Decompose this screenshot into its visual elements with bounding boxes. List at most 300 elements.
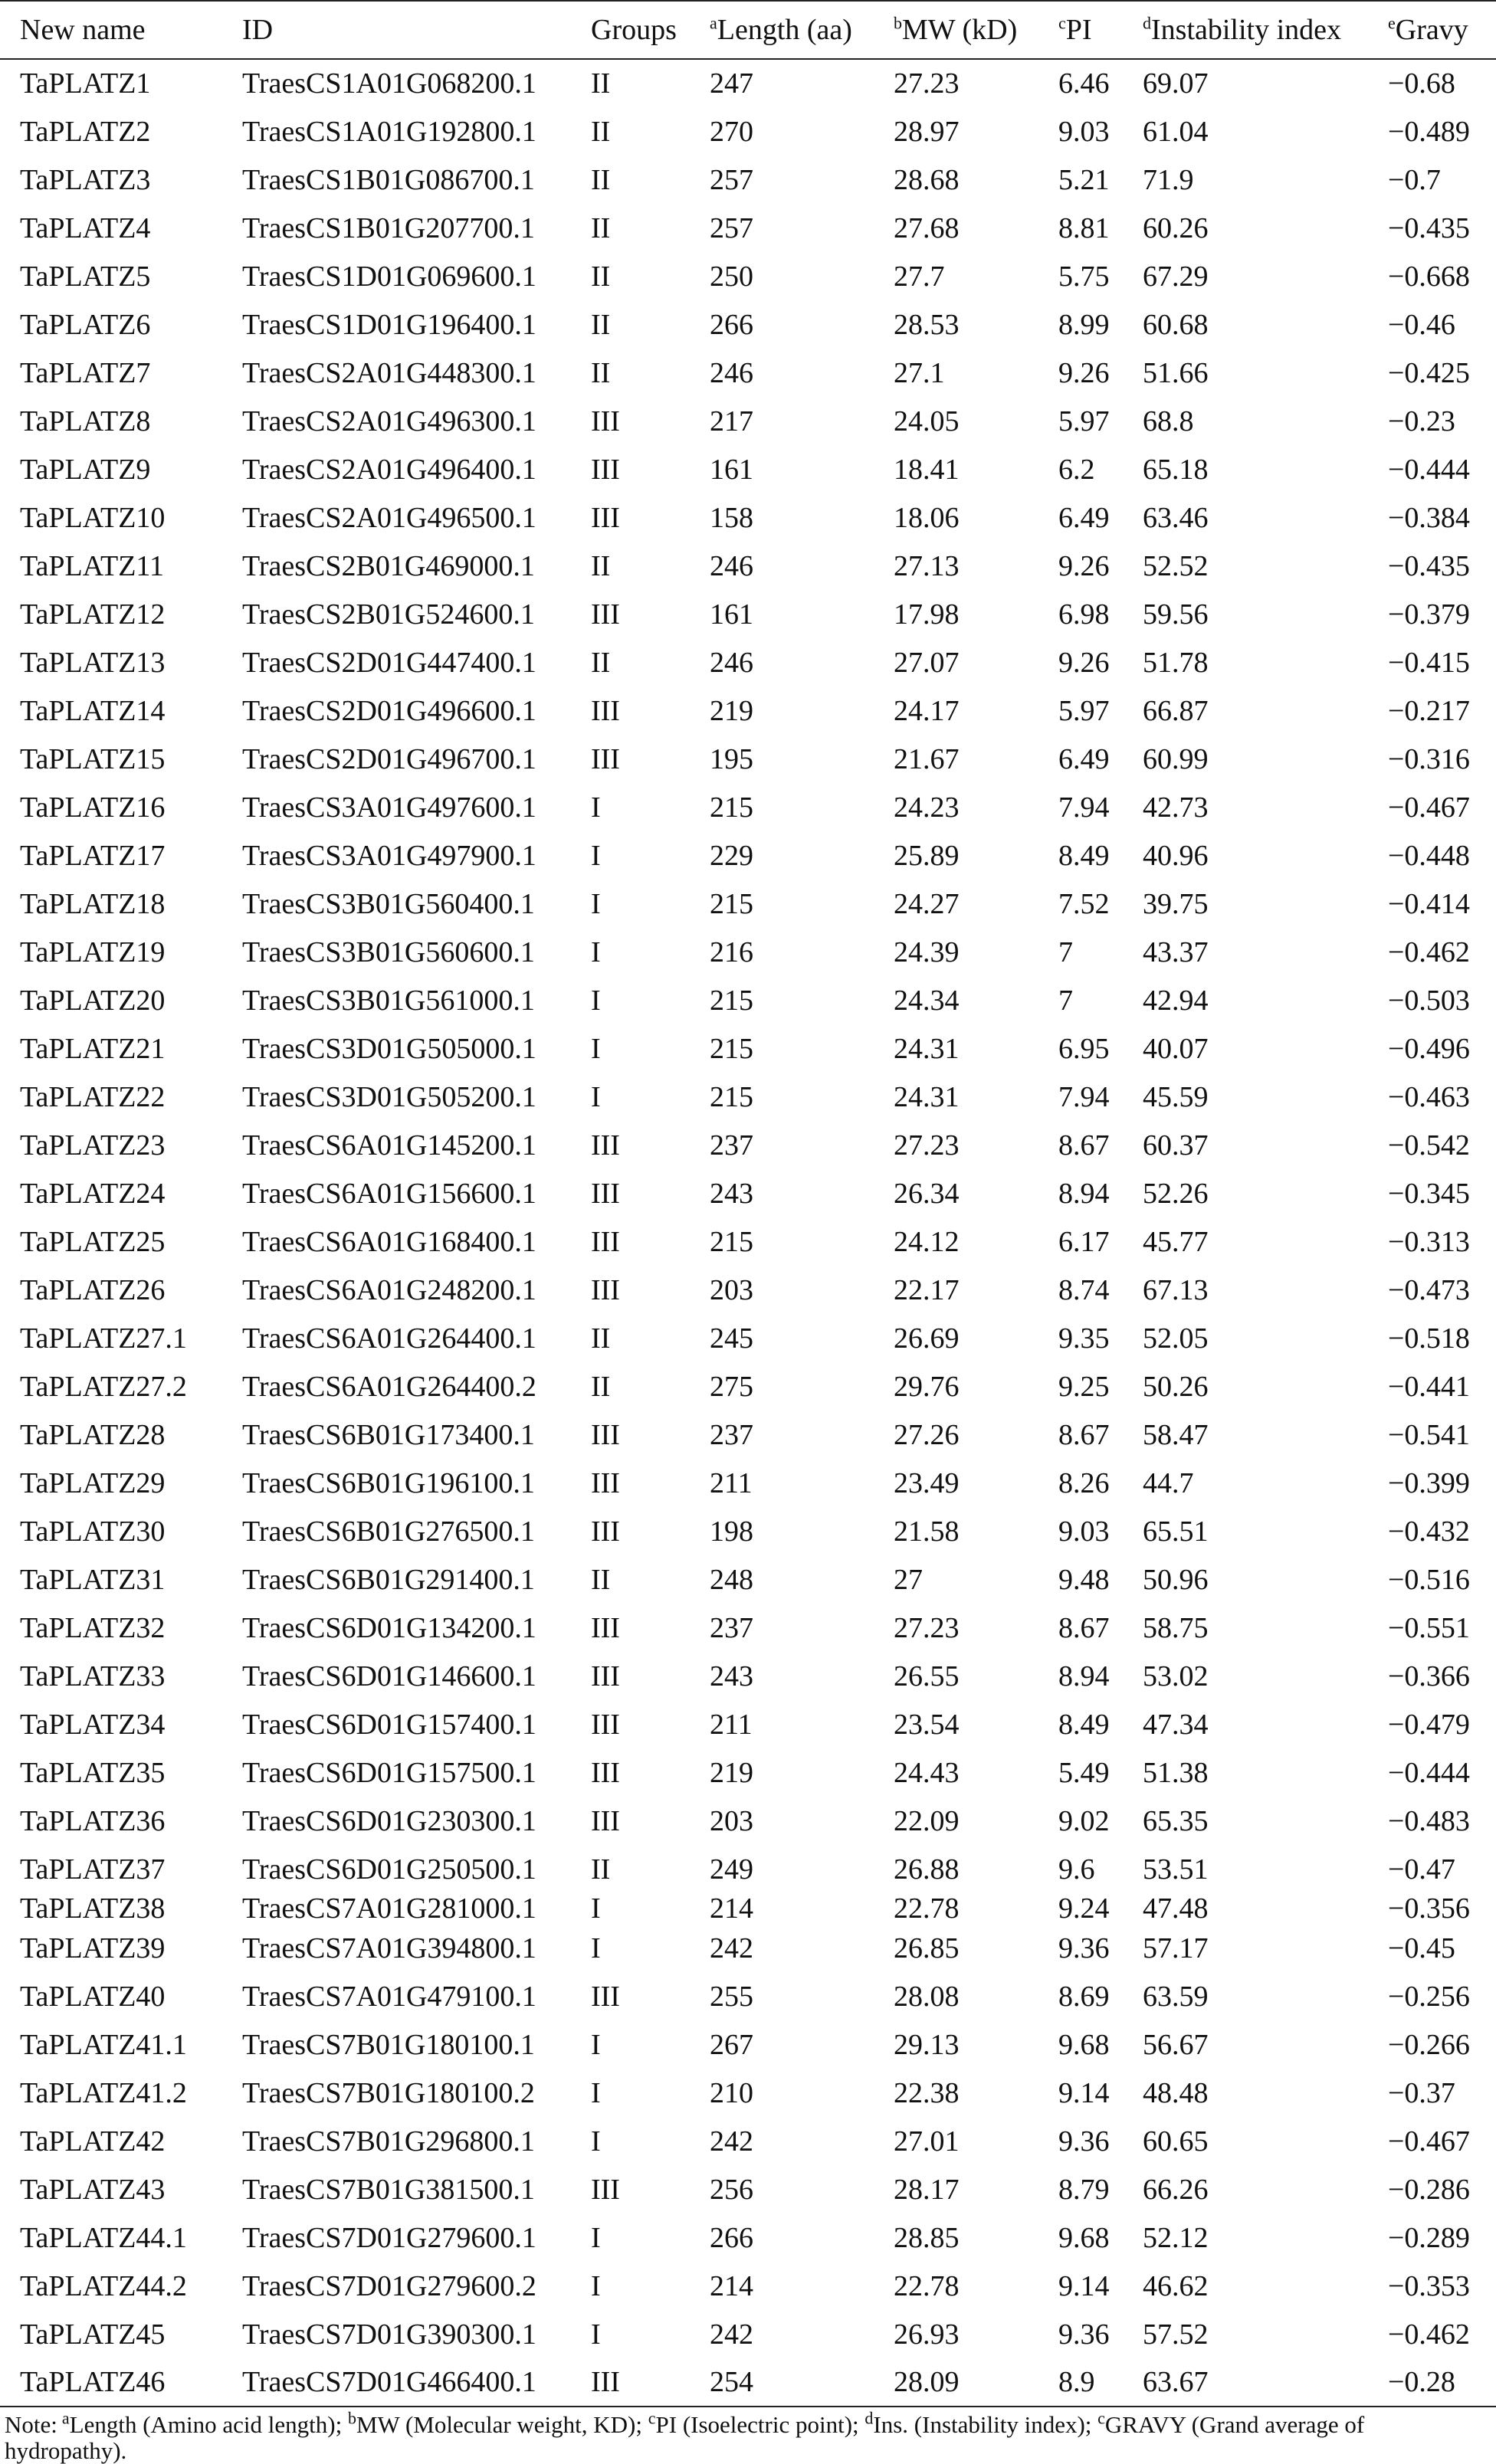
table-body: [0, 59, 1496, 2407]
table-cell: −0.353: [1388, 2269, 1470, 2302]
column-header: [1038, 1, 1123, 59]
footnote-marker: c: [1097, 2408, 1105, 2428]
table-cell: TraesCS6B01G276500.1: [242, 1515, 535, 1548]
table-cell: 50.96: [1143, 1563, 1209, 1596]
table-cell: −0.483: [1388, 1804, 1470, 1837]
table-cell: 6.46: [1058, 67, 1110, 100]
table-cell: 24.31: [894, 1080, 960, 1113]
table-cell: TraesCS3A01G497900.1: [242, 839, 536, 872]
table-cell: 26.34: [894, 1177, 960, 1210]
table-cell: TaPLATZ45: [20, 2318, 166, 2351]
table-row: [0, 2310, 1496, 2358]
table-cell: 8.94: [1058, 1177, 1110, 1210]
table-cell: 46.62: [1143, 2269, 1209, 2302]
table-cell: 7: [1058, 935, 1073, 968]
table-row: [0, 1507, 1496, 1555]
table-cell: −0.441: [1388, 1370, 1470, 1403]
table-cell: I: [591, 2076, 601, 2109]
table-cell: 8.67: [1058, 1129, 1110, 1162]
table-cell: III: [591, 1515, 620, 1548]
table-cell: TraesCS7D01G390300.1: [242, 2318, 536, 2351]
table-cell: 6.95: [1058, 1032, 1110, 1065]
table-cell: −0.467: [1388, 791, 1470, 824]
table-cell: I: [591, 1893, 601, 1924]
table-cell: 58.47: [1143, 1418, 1209, 1451]
table-cell: 67.13: [1143, 1273, 1209, 1306]
table-row: [0, 542, 1496, 590]
table-cell: III: [591, 1980, 620, 2013]
table-cell: 39.75: [1143, 887, 1209, 920]
table-cell: 9.26: [1058, 549, 1110, 582]
column-header-label: PI: [1065, 14, 1092, 46]
table-cell: TaPLATZ37: [20, 1853, 166, 1886]
table-cell: 24.23: [894, 791, 960, 824]
table-cell: 9.35: [1058, 1322, 1110, 1355]
table-cell: TaPLATZ27.2: [20, 1370, 187, 1403]
table-cell: 6.49: [1058, 501, 1110, 534]
table-cell: I: [591, 1932, 601, 1964]
table-cell: 60.68: [1143, 308, 1209, 341]
table-cell: TaPLATZ19: [20, 935, 166, 968]
table-cell: 60.65: [1143, 2125, 1209, 2158]
table-cell: TraesCS1A01G068200.1: [242, 67, 536, 100]
table-cell: −0.47: [1388, 1853, 1455, 1886]
table-row: [0, 1652, 1496, 1700]
table-cell: 43.37: [1143, 935, 1209, 968]
table-cell: III: [591, 1129, 620, 1162]
table-cell: −0.68: [1388, 67, 1455, 100]
table-cell: 215: [710, 984, 753, 1017]
table-cell: TaPLATZ6: [20, 308, 151, 341]
table-cell: TaPLATZ12: [20, 598, 166, 631]
table-cell: 18.41: [894, 453, 960, 486]
table-cell: 27.23: [894, 1611, 960, 1644]
table-cell: 22.17: [894, 1273, 960, 1306]
note-text: PI (Isoelectric point);: [655, 2411, 865, 2438]
table-cell: 161: [710, 598, 753, 631]
table-cell: TraesCS2A01G496400.1: [242, 453, 536, 486]
table-cell: 243: [710, 1177, 753, 1210]
table-cell: TraesCS7B01G180100.2: [242, 2076, 535, 2109]
table-cell: TaPLATZ23: [20, 1129, 166, 1162]
table-cell: TraesCS7A01G394800.1: [242, 1932, 536, 1964]
table-cell: 24.17: [894, 694, 960, 727]
table-cell: 69.07: [1143, 67, 1209, 100]
table-cell: 56.67: [1143, 2028, 1209, 2061]
table-cell: TraesCS7B01G180100.1: [242, 2028, 535, 2061]
table-row: [0, 107, 1496, 156]
table-cell: TaPLATZ7: [20, 356, 151, 389]
table-cell: 266: [710, 2221, 753, 2254]
table-cell: 219: [710, 694, 753, 727]
table-cell: III: [591, 2173, 620, 2206]
table-cell: TaPLATZ5: [20, 260, 151, 293]
note-items: [5, 2408, 1365, 2464]
table-cell: 51.78: [1143, 646, 1209, 679]
table-cell: 198: [710, 1515, 753, 1548]
footnote-marker: e: [1388, 13, 1396, 33]
table-cell: 71.9: [1143, 163, 1194, 196]
table-cell: 8.67: [1058, 1611, 1110, 1644]
table-cell: II: [591, 115, 611, 148]
table-cell: 237: [710, 1611, 753, 1644]
table-row: [0, 1314, 1496, 1362]
footnote-marker: b: [894, 13, 902, 33]
table-cell: 26.88: [894, 1853, 960, 1886]
table-cell: TraesCS6D01G157400.1: [242, 1708, 536, 1741]
table-cell: TaPLATZ8: [20, 405, 151, 437]
table-row: [0, 638, 1496, 686]
table-cell: TaPLATZ18: [20, 887, 166, 920]
table-cell: 52.05: [1143, 1322, 1209, 1355]
table-cell: 8.94: [1058, 1660, 1110, 1692]
table-cell: 51.66: [1143, 356, 1209, 389]
table-cell: TraesCS2A01G496300.1: [242, 405, 536, 437]
table-cell: TaPLATZ39: [20, 1932, 166, 1964]
table-cell: 214: [710, 1893, 753, 1924]
table-cell: TraesCS6D01G250500.1: [242, 1853, 536, 1886]
column-header: [1368, 1, 1496, 59]
table-cell: 8.81: [1058, 211, 1110, 244]
column-header: [0, 1, 222, 59]
table-cell: 7.52: [1058, 887, 1110, 920]
table-cell: 50.26: [1143, 1370, 1209, 1403]
table-cell: 9.36: [1058, 2125, 1110, 2158]
table-cell: TaPLATZ2: [20, 115, 151, 148]
table-cell: −0.23: [1388, 405, 1455, 437]
table-cell: 27.13: [894, 549, 960, 582]
table-cell: TaPLATZ26: [20, 1273, 166, 1306]
table-cell: TaPLATZ31: [20, 1563, 166, 1596]
table-cell: TaPLATZ40: [20, 1980, 166, 2013]
note-text: GRAVY (Grand average of hydropathy).: [5, 2411, 1365, 2464]
column-header-label: New name: [20, 14, 146, 46]
table-cell: 27.01: [894, 2125, 960, 2158]
table-cell: 40.07: [1143, 1032, 1209, 1065]
table-cell: TaPLATZ9: [20, 453, 151, 486]
table-cell: −0.345: [1388, 1177, 1470, 1210]
table-cell: I: [591, 935, 601, 968]
table-cell: 57.17: [1143, 1932, 1209, 1964]
header-row: [0, 1, 1496, 59]
table-row: [0, 493, 1496, 542]
table-cell: 17.98: [894, 598, 960, 631]
table-cell: −0.425: [1388, 356, 1470, 389]
table-cell: 242: [710, 2125, 753, 2158]
table-cell: −0.286: [1388, 2173, 1470, 2206]
table-cell: −0.366: [1388, 1660, 1470, 1692]
table-cell: TaPLATZ16: [20, 791, 166, 824]
table-cell: III: [591, 1756, 620, 1789]
table-cell: III: [591, 1660, 620, 1692]
table-cell: 24.34: [894, 984, 960, 1017]
column-header-label: Groups: [591, 14, 677, 46]
table-cell: −0.541: [1388, 1418, 1470, 1451]
table-cell: 65.18: [1143, 453, 1209, 486]
table-cell: −0.432: [1388, 1515, 1470, 1548]
table-row: [0, 2117, 1496, 2165]
table-cell: TraesCS6D01G134200.1: [242, 1611, 536, 1644]
table-cell: III: [571, 2358, 690, 2407]
table-row: [0, 880, 1496, 928]
table-row: [0, 1604, 1496, 1652]
table-cell: −0.384: [1388, 501, 1470, 534]
table-cell: 28.08: [894, 1980, 960, 2013]
table-cell: TaPLATZ29: [20, 1466, 166, 1499]
table-cell: I: [591, 2318, 601, 2351]
table-cell: −0.444: [1388, 1756, 1470, 1789]
table-cell: 45.77: [1143, 1225, 1209, 1258]
table-cell: 53.51: [1143, 1853, 1209, 1886]
table-cell: 24.12: [894, 1225, 960, 1258]
table-row: [0, 59, 1496, 107]
table-cell: 6.17: [1058, 1225, 1110, 1258]
table-cell: 8.49: [1058, 839, 1110, 872]
table-cell: 28.85: [894, 2221, 960, 2254]
table-cell: 60.99: [1143, 742, 1209, 775]
table-cell: 27.23: [894, 67, 960, 100]
table-cell: 27.1: [894, 356, 945, 389]
table-cell: 26.55: [894, 1660, 960, 1692]
table-row: [0, 1924, 1496, 1972]
table-cell: TraesCS1A01G192800.1: [242, 115, 536, 148]
table-cell: TaPLATZ38: [20, 1893, 166, 1924]
table-row: [0, 1217, 1496, 1266]
table-note: [0, 2407, 1488, 2464]
table-cell: −0.444: [1388, 453, 1470, 486]
table-cell: −0.28: [1368, 2358, 1496, 2407]
table-row: [0, 1121, 1496, 1169]
table-cell: TaPLATZ46: [0, 2358, 222, 2407]
note-label: Note:: [5, 2411, 57, 2438]
table-cell: −0.467: [1388, 2125, 1470, 2158]
table-cell: 215: [710, 1080, 753, 1113]
table-cell: 9.14: [1058, 2076, 1110, 2109]
table-cell: 8.79: [1058, 2173, 1110, 2206]
table-cell: 63.67: [1123, 2358, 1368, 2407]
table-cell: 8.99: [1058, 308, 1110, 341]
table-cell: 214: [710, 2269, 753, 2302]
table-cell: 24.39: [894, 935, 960, 968]
table-cell: −0.46: [1388, 308, 1455, 341]
table-row: [0, 735, 1496, 783]
column-header-label: Length (aa): [717, 14, 852, 46]
table-row: [0, 1797, 1496, 1845]
table-cell: TraesCS6B01G173400.1: [242, 1418, 535, 1451]
table-row: [0, 1748, 1496, 1797]
table-cell: −0.435: [1388, 549, 1470, 582]
table-cell: II: [591, 549, 611, 582]
table-cell: 23.54: [894, 1708, 960, 1741]
table-cell: 215: [710, 1032, 753, 1065]
table-cell: 28.09: [874, 2358, 1038, 2407]
table-cell: 9.6: [1058, 1853, 1095, 1886]
table-cell: 256: [710, 2173, 753, 2206]
table-cell: TraesCS7D01G279600.1: [242, 2221, 536, 2254]
table-cell: 250: [710, 260, 753, 293]
table-cell: 246: [710, 646, 753, 679]
table-cell: 9.68: [1058, 2221, 1110, 2254]
table-cell: I: [591, 1032, 601, 1065]
table-cell: TraesCS6B01G291400.1: [242, 1563, 535, 1596]
column-header: [874, 1, 1038, 59]
table-cell: TaPLATZ20: [20, 984, 166, 1017]
table-cell: 248: [710, 1563, 753, 1596]
table-cell: TaPLATZ42: [20, 2125, 166, 2158]
table-cell: II: [591, 1853, 611, 1886]
table-cell: 24.43: [894, 1756, 960, 1789]
table-cell: −0.379: [1388, 598, 1470, 631]
table-row: [0, 1845, 1496, 1893]
table-cell: 9.03: [1058, 1515, 1110, 1548]
table-cell: 63.59: [1143, 1980, 1209, 2013]
table-cell: TraesCS6D01G230300.1: [242, 1804, 536, 1837]
note-text: Length (Amino acid length);: [69, 2411, 348, 2438]
table-cell: TraesCS6D01G146600.1: [242, 1660, 536, 1692]
table-cell: −0.7: [1388, 163, 1441, 196]
table-cell: 8.49: [1058, 1708, 1110, 1741]
table-cell: 215: [710, 887, 753, 920]
table-cell: 8.74: [1058, 1273, 1110, 1306]
table-header: [0, 1, 1496, 59]
table-cell: TaPLATZ22: [20, 1080, 166, 1113]
table-cell: 6.98: [1058, 598, 1110, 631]
column-header-label: MW (kD): [902, 14, 1018, 46]
table-cell: 242: [710, 2318, 753, 2351]
table-cell: −0.289: [1388, 2221, 1470, 2254]
table-cell: TraesCS6A01G248200.1: [242, 1273, 536, 1306]
table-cell: 245: [710, 1322, 753, 1355]
table-cell: TaPLATZ3: [20, 163, 151, 196]
column-header: [571, 1, 690, 59]
note-text: Ins. (Instability index);: [873, 2411, 1098, 2438]
table-cell: 40.96: [1143, 839, 1209, 872]
table-cell: 57.52: [1143, 2318, 1209, 2351]
table-cell: −0.503: [1388, 984, 1470, 1017]
table-cell: 210: [710, 2076, 753, 2109]
table-cell: −0.668: [1388, 260, 1470, 293]
column-header-label: Instability index: [1151, 14, 1342, 46]
table-cell: 195: [710, 742, 753, 775]
table-cell: 27.07: [894, 646, 960, 679]
table-cell: 27.23: [894, 1129, 960, 1162]
table-cell: −0.266: [1388, 2028, 1470, 2061]
table-cell: III: [591, 1177, 620, 1210]
table-cell: 65.51: [1143, 1515, 1209, 1548]
table-cell: TaPLATZ43: [20, 2173, 166, 2206]
table-cell: TraesCS2D01G447400.1: [242, 646, 536, 679]
table-cell: II: [591, 1370, 611, 1403]
table-cell: 6.2: [1058, 453, 1095, 486]
table-cell: 257: [710, 211, 753, 244]
table-cell: TraesCS2D01G496700.1: [242, 742, 536, 775]
table-cell: III: [591, 1273, 620, 1306]
table-cell: 27.68: [894, 211, 960, 244]
table-cell: −0.356: [1388, 1893, 1470, 1924]
table-cell: 246: [710, 549, 753, 582]
table-cell: 25.89: [894, 839, 960, 872]
table-cell: −0.518: [1388, 1322, 1470, 1355]
table-cell: II: [591, 67, 611, 100]
column-header: [1123, 1, 1368, 59]
table-cell: III: [591, 1611, 620, 1644]
table-cell: 28.97: [894, 115, 960, 148]
table-row: [0, 349, 1496, 397]
table-cell: TaPLATZ24: [20, 1177, 166, 1210]
table-row: [0, 976, 1496, 1024]
table-cell: 27.7: [894, 260, 945, 293]
table-row: [0, 1266, 1496, 1314]
column-header-label: Gravy: [1395, 14, 1468, 46]
table-cell: 5.49: [1058, 1756, 1110, 1789]
table-cell: TaPLATZ30: [20, 1515, 166, 1548]
table-cell: III: [591, 1804, 620, 1837]
table-cell: 42.94: [1143, 984, 1209, 1017]
table-row: [0, 2262, 1496, 2310]
table-cell: TraesCS2B01G469000.1: [242, 549, 535, 582]
table-cell: 27: [894, 1563, 923, 1596]
table-cell: −0.414: [1388, 887, 1470, 920]
table-cell: TraesCS3B01G560600.1: [242, 935, 535, 968]
table-cell: 161: [710, 453, 753, 486]
footnote-marker: d: [864, 2408, 874, 2428]
footnote-marker: b: [347, 2408, 356, 2428]
table-cell: 237: [710, 1418, 753, 1451]
table-cell: TaPLATZ33: [20, 1660, 166, 1692]
footnote-marker: a: [710, 13, 717, 33]
table-cell: 9.26: [1058, 646, 1110, 679]
table-cell: TaPLATZ1: [20, 67, 151, 100]
table-row: [0, 445, 1496, 493]
footnote-marker: c: [1058, 13, 1066, 33]
table-cell: −0.551: [1388, 1611, 1470, 1644]
table-cell: TaPLATZ44.2: [20, 2269, 187, 2302]
table-cell: 61.04: [1143, 115, 1209, 148]
table-cell: 211: [710, 1466, 753, 1499]
table-cell: 44.7: [1143, 1466, 1194, 1499]
table-cell: III: [591, 694, 620, 727]
footnote-marker: a: [61, 2408, 70, 2428]
table-cell: 203: [710, 1804, 753, 1837]
table-cell: TaPLATZ27.1: [20, 1322, 187, 1355]
table-row: [0, 783, 1496, 831]
table-cell: 215: [710, 1225, 753, 1258]
table-cell: TaPLATZ28: [20, 1418, 166, 1451]
table-cell: TaPLATZ41.2: [20, 2076, 187, 2109]
table-cell: −0.45: [1388, 1932, 1455, 1964]
table-cell: 27.26: [894, 1418, 960, 1451]
table-cell: II: [591, 211, 611, 244]
table-cell: TraesCS3B01G560400.1: [242, 887, 535, 920]
table-cell: 7.94: [1058, 791, 1110, 824]
table-cell: 26.69: [894, 1322, 960, 1355]
table-cell: 254: [690, 2358, 874, 2407]
table-cell: TraesCS1D01G069600.1: [242, 260, 536, 293]
table-cell: TaPLATZ32: [20, 1611, 166, 1644]
table-cell: 22.78: [894, 1893, 960, 1924]
table-cell: 203: [710, 1273, 753, 1306]
table-cell: 267: [710, 2028, 753, 2061]
table-row: [0, 1893, 1496, 1924]
column-header: [222, 1, 571, 59]
footnote-marker: d: [1143, 13, 1151, 33]
table-cell: 51.38: [1143, 1756, 1209, 1789]
table-cell: II: [591, 356, 611, 389]
table-cell: −0.316: [1388, 742, 1470, 775]
table-cell: −0.399: [1388, 1466, 1470, 1499]
table-cell: I: [591, 791, 601, 824]
table-cell: TaPLATZ36: [20, 1804, 166, 1837]
